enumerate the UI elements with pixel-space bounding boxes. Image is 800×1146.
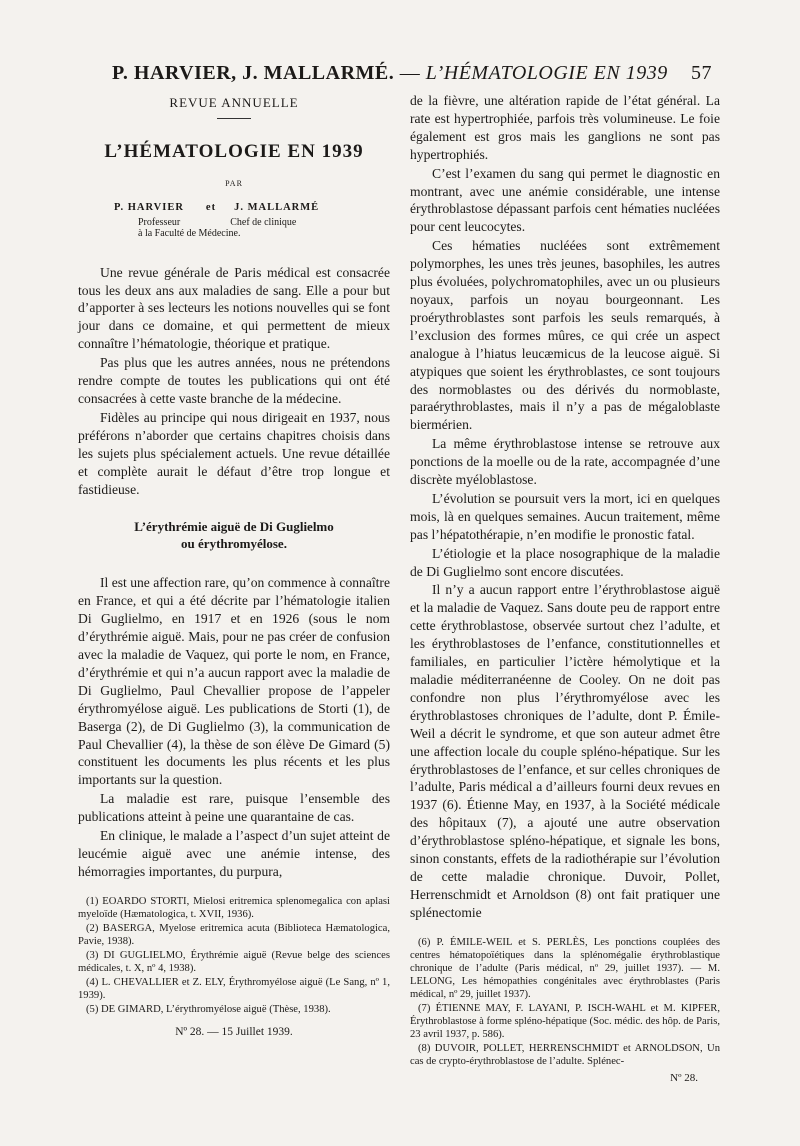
body-paragraph: En clinique, le malade a l’aspect d’un sujet atteint de leucémie aiguë avec une anémie intense, des hémorragies importantes, du purpura, (78, 828, 390, 879)
intro-paragraph: Pas plus que les autres années, nous ne prétendons rendre compte de toutes les publications qui ont été consacrées à cette vaste branche de la médecine. (78, 355, 390, 406)
subsection-title-line: ou érythromyélose. (181, 536, 287, 552)
author-conjunction: et (205, 201, 217, 213)
subsection-title (78, 518, 390, 552)
body-paragraph: Il est une affection rare, qu’on commence à connaître en France, et qui a été décrite par l’hématologie italien Di Guglielmo, en 1917 et en 1926 (sous le nom d’érythrémie aiguë. Mais, pour ne pas créer de confusion avec la maladie de Vaquez, qui porte le nom, en France, d’érythrémie et qui n’a aucun rapport avec la maladie de Di Guglielmo, Paul Chevallier propose de l’appeler érythromyélose aiguë. Les publications de Storti (1), de Baserga (2), de Di Guglielmo (3), la communication de Paul Chevallier (4), la thèse de son élève De Gimard (5) constituent les documents les plus récents et les plus importants sur la question. (78, 575, 390, 788)
footnote: (1) EOARDO STORTI, Mielosi eritremica splenomegalica con aplasi myeloïde (Hæmatologica, t. XVII, 1936). (78, 895, 390, 920)
footnote: (5) DE GIMARD, L’érythromyélose aiguë (Thèse, 1938). (86, 1003, 331, 1015)
footnote: (6) P. ÉMILE-WEIL et S. PERLÈS, Les ponctions couplées des centres hématopoïétiques dans la splénomégalie érythroblastique chronique de l’adulte (Paris médical, nº 29, juillet 1937). — M. LELONG, Les hémopathies congénitales avec érythroblastes (Paris médical, nº 29, juillet 1937). (410, 936, 720, 1000)
intro-paragraph: Une revue générale de Paris médical est consacrée tous les deux ans aux maladies de sang. Elle a pour but d’apporter à ses lecteurs les notions nouvelles qui se font jour dans ce domaine, et qui permettent de mieux connaître l’hématologie, théorique et pratique. (78, 264, 390, 352)
footnote: (8) DUVOIR, POLLET, HERRENSCHMIDT et ARNOLDSON, Un cas de crypto-érythroblastose de l’adulte. Splénec- (410, 1042, 720, 1067)
title-rule (217, 118, 251, 119)
running-head-dash: — (394, 62, 426, 84)
intro-paragraph: Fidèles au principe qui nous dirigeait en 1937, nous préférons n’aborder que certains chapitres choisis dans les sujets plus spécialement actuels. Une revue détaillée et complète aurait le défaut d’être trop longue et fastidieuse. (78, 409, 390, 497)
author-harvier: P. HARVIER (114, 201, 184, 213)
running-head-title: L’HÉMATOLOGIE EN 1939 (425, 62, 668, 84)
issue-footer: Nº 28. — 15 Juillet 1939. (175, 1025, 293, 1038)
role-chef-clinique: Chef de clinique (230, 216, 297, 228)
footnote: (7) ÉTIENNE MAY, F. LAYANI, P. ISCH-WAHL et M. KIPFER, Érythroblastose à forme spléno-hépatique (Soc. médic. des hôp. de Paris, 23 avril 1937, p. 586). (410, 1002, 720, 1040)
body-paragraph: C’est l’examen du sang qui permet le diagnostic en montrant, avec une anémie considérable, une intense érythroblastose dépassant parfois cent hématies nucléées pour cent leucocytes. (410, 165, 720, 235)
body-paragraph: Il n’y a aucun rapport entre l’érythroblastose aiguë et la maladie de Vaquez. Sans doute peu de rapport entre cette érythroblastose, observée surtout chez l’adulte, et les érythroblastoses de l’enfance, constitutionnelles et familiales, en particulier l’ictère hémolytique et la maladie méditerranéenne de Cooley. On ne doit pas confondre non plus l’érythromyélose avec les érythroblastoses chroniques de l’adulte, dont P. Émile-Weil a décrit le syndrome, et que son auteur admet être une affection locale du couple spléno-hépatique. Sur les érythroblastoses de l’enfance, et sur celles chroniques de l’adulte, Paris médical a d’ailleurs fourni deux revues en 1937 (6). Étienne May, en 1937, à la Société médicale des hôpitaux (7), a ajouté une autre observation d’érythroblastose spléno-hépatique, et signale les bons, sinon constants, effets de la radiothérapie sur l’évolution de cette maladie chronique. Duvoir, Pollet, Herrenschmidt et Arnoldson (8) ont fait pratiquer une splénectomie (410, 582, 720, 920)
section-label: REVUE ANNUELLE (169, 95, 299, 110)
running-head (112, 62, 712, 85)
right-column (410, 92, 720, 1088)
body-paragraph: La maladie est rare, puisque l’ensemble des publications atteint à peine une quarantaine de cas. (78, 791, 390, 825)
running-head-authors: P. HARVIER, J. MALLARMÉ. (112, 62, 395, 84)
author-roles (138, 217, 390, 228)
body-paragraph: Ces hématies nucléées sont extrêmement polymorphes, les unes très jeunes, basophiles, les autres plus évoluées, polychromatophiles, avec un ou plusieurs noyaux, parfois un noyau bourgeonnant. Les proérythroblastes sont parfois les seuls remarqués, à l’exclusion des formes mûres, ce qui crée un aspect analogue à l’hiatus leucæmicus de la leucose aiguë. Si atypiques que soient les érythroblastes, ce sont toujours des normoblastes ou des dérivés du normoblaste, paraérythroblastes, mais il n’y a pas de mégaloblaste biermérien. (410, 238, 720, 433)
author-affiliation: à la Faculté de Médecine. (138, 227, 241, 239)
article-authors (114, 199, 390, 217)
body-paragraph: L’évolution se poursuit vers la mort, ici en quelques mois, là en quelques semaines. Aucun traitement, même pas l’hépatothérapie, n’en modifie le pronostic fatal. (410, 490, 720, 542)
body-paragraph: de la fièvre, une altération rapide de l’état général. La rate est hypertrophiée, parfois très volumineuse. Le foie également est gros mais les ganglions ne sont pas hypertrophiés. (410, 93, 720, 162)
issue-footer: Nº 28. (670, 1071, 698, 1084)
footnote: (3) DI GUGLIELMO, Érythrémie aiguë (Revue belge des sciences médicales, t. X, nº 4, 1938). (78, 949, 390, 974)
page-number: 57 (691, 62, 712, 84)
left-column (78, 92, 390, 1042)
subsection-title-line: L’érythrémie aiguë de Di Guglielmo (134, 519, 334, 535)
body-paragraph: La même érythroblastose intense se retrouve aux ponctions de la moelle ou de la rate, accompagnée d’une discrète myéloblastose. (410, 436, 720, 488)
footnote: (4) L. CHEVALLIER et Z. ELY, Érythromyélose aiguë (Le Sang, nº 1, 1939). (78, 976, 390, 1001)
byline-par: PAR (225, 178, 243, 188)
footnote: (2) BASERGA, Myelose eritremica acuta (Biblioteca Hæmatologica, Pavie, 1938). (78, 922, 390, 947)
role-professeur: Professeur (138, 216, 181, 228)
body-paragraph: L’étiologie et la place nosographique de la maladie de Di Guglielmo sont encore discutées. (410, 545, 720, 579)
article-title: L’HÉMATOLOGIE EN 1939 (104, 140, 364, 162)
author-mallarme: J. MALLARMÉ (234, 201, 320, 213)
